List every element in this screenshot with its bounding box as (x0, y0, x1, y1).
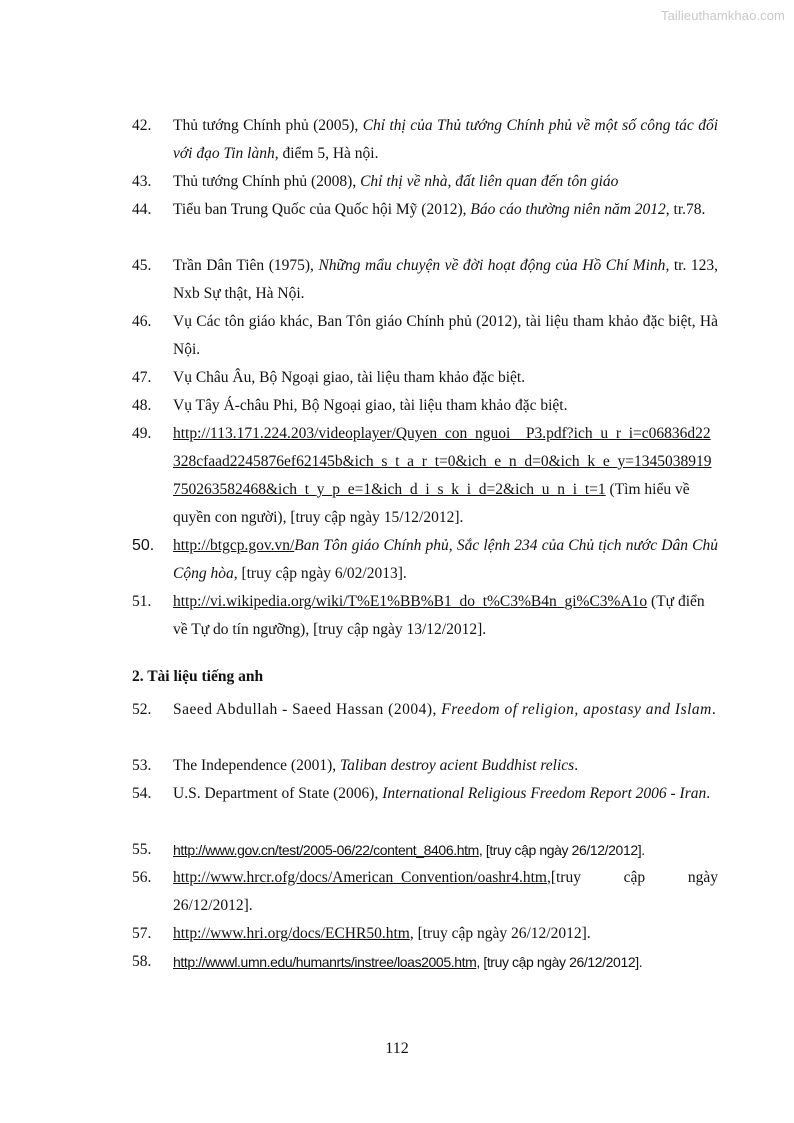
reference-text: http://www.hri.org/docs/ECHR50.htm, [truy cập ngày 26/12/2012]. (173, 925, 591, 942)
page-number: 112 (385, 1040, 409, 1057)
reference-item (132, 420, 718, 532)
reference-number: 45. (132, 257, 152, 274)
reference-text: Vụ Tây Á-châu Phi, Bộ Ngoại giao, tài liệu tham khảo đặc biệt. (173, 397, 568, 414)
reference-link[interactable]: http://113.171.224.203/videoplayer/Quyen_con_nguoi__P3.pdf?ich_u_r_i=c06836d22328cfaad2245876ef62145b&ich_s_t_a_r_t=0&ich_e_n_d=0&ich_k_e_y=1345038919750263582468&ich_t_y_p_e=1&ich_d_i_s_k_i_d=2&ich_u_n_i_t=1 (173, 425, 712, 498)
reference-text: Thủ tướng Chính phủ (2008), Chỉ thị về nhà, đất liên quan đến tôn giáo (173, 173, 619, 190)
reference-number: 48. (132, 397, 152, 414)
reference-item (132, 532, 718, 588)
reference-link[interactable]: http://www.gov.cn/test/2005-06/22/content_8406.htm (173, 842, 479, 858)
reference-text: http://btgcp.gov.vn/Ban Tôn giáo Chính phủ, Sắc lệnh 234 của Chủ tịch nước Dân Chủ Cộng hòa, [truy cập ngày 6/02/2013]. (173, 537, 718, 582)
reference-link[interactable]: http://vi.wikipedia.org/wiki/T%E1%BB%B1_do_t%C3%B4n_gi%C3%A1o (173, 593, 648, 610)
reference-item (132, 112, 718, 168)
reference-number: 46. (132, 313, 152, 330)
reference-text: http://www.gov.cn/test/2005-06/22/content_8406.htm, [truy cập ngày 26/12/2012]. (173, 842, 645, 858)
reference-number: 57. (132, 925, 152, 942)
reference-text: http://www.hrcr.ofg/docs/American_Convention/oashr4.htm,[truy cập ngày 26/12/2012]. (173, 869, 718, 914)
reference-item (132, 948, 718, 977)
watermark: Tailieuthamkhao.com (660, 8, 785, 23)
reference-number: 49. (132, 425, 152, 442)
reference-number: 42. (132, 117, 152, 134)
reference-link[interactable]: http://wwwl.umn.edu/humanrts/instree/loas2005.htm (173, 954, 477, 970)
reference-text: Vụ Châu Âu, Bộ Ngoại giao, tài liệu tham khảo đặc biệt. (173, 369, 526, 386)
reference-item (132, 168, 718, 196)
reference-link[interactable]: http://www.hrcr.ofg/docs/American_Convention/oashr4.htm (173, 869, 547, 886)
reference-item (132, 588, 718, 644)
reference-item (132, 864, 718, 920)
reference-item (132, 196, 718, 224)
reference-text: U.S. Department of State (2006), International Religious Freedom Report 2006 - Iran. (173, 785, 711, 802)
reference-text: Tiểu ban Trung Quốc của Quốc hội Mỹ (2012), Báo cáo thường niên năm 2012, tr.78. (173, 201, 706, 218)
reference-text: http://113.171.224.203/videoplayer/Quyen_con_nguoi__P3.pdf?ich_u_r_i=c06836d22328cfaad2245876ef62145b&ich_s_t_a_r_t=0&ich_e_n_d=0&ich_k_e_y=1345038919750263582468&ich_t_y_p_e=1&ich_d_i_s_k_i_d=2&ich_u_n_i_t=1 (Tìm hiểu về quyền con người), [truy cập ngày 15/12/2012]. (173, 425, 712, 526)
reference-item (132, 780, 718, 808)
reference-number: 56. (132, 869, 152, 886)
reference-number: 58. (132, 953, 152, 970)
reference-number: 53. (132, 757, 152, 774)
reference-text: Vụ Các tôn giáo khác, Ban Tôn giáo Chính phủ (2012), tài liệu tham khảo đặc biệt, Hà Nội. (173, 313, 718, 358)
reference-item (132, 392, 718, 420)
reference-number: 55. (132, 841, 152, 858)
reference-item (132, 752, 718, 780)
reference-text: The Independence (2001), Taliban destroy acient Buddhist relics. (173, 757, 579, 774)
reference-text: http://wwwl.umn.edu/humanrts/instree/loas2005.htm, [truy cập ngày 26/12/2012]. (173, 954, 643, 970)
reference-item (132, 920, 718, 948)
reference-text: Saeed Abdullah - Saeed Hassan (2004), Freedom of religion, apostasy and Islam. (173, 701, 717, 718)
reference-number: 44. (132, 201, 152, 218)
reference-number: 51. (132, 593, 152, 610)
reference-item (132, 696, 718, 724)
reference-link[interactable]: http://btgcp.gov.vn/ (173, 537, 295, 554)
reference-item (132, 836, 718, 865)
reference-text: Trần Dân Tiên (1975), Những mẩu chuyện về đời hoạt động của Hồ Chí Minh, tr. 123, Nxb Sự thật, Hà Nội. (173, 257, 718, 302)
section-title: 2. Tài liệu tiếng anh (132, 668, 264, 685)
reference-item (132, 364, 718, 392)
reference-link[interactable]: http://www.hri.org/docs/ECHR50.htm (173, 925, 410, 942)
reference-text: Thủ tướng Chính phủ (2005), Chỉ thị của Thủ tướng Chính phủ về một số công tác đối với đạo Tin lành, điểm 5, Hà nội. (173, 117, 718, 162)
reference-number: 43. (132, 173, 152, 190)
reference-item (132, 252, 718, 308)
reference-number: 47. (132, 369, 152, 386)
reference-number: 52. (132, 701, 152, 718)
reference-number: 50. (132, 537, 155, 554)
reference-item (132, 308, 718, 364)
reference-text: http://vi.wikipedia.org/wiki/T%E1%BB%B1_do_t%C3%B4n_gi%C3%A1o (Tự điển về Tự do tín ngưỡng), [truy cập ngày 13/12/2012]. (173, 593, 705, 638)
reference-number: 54. (132, 785, 152, 802)
